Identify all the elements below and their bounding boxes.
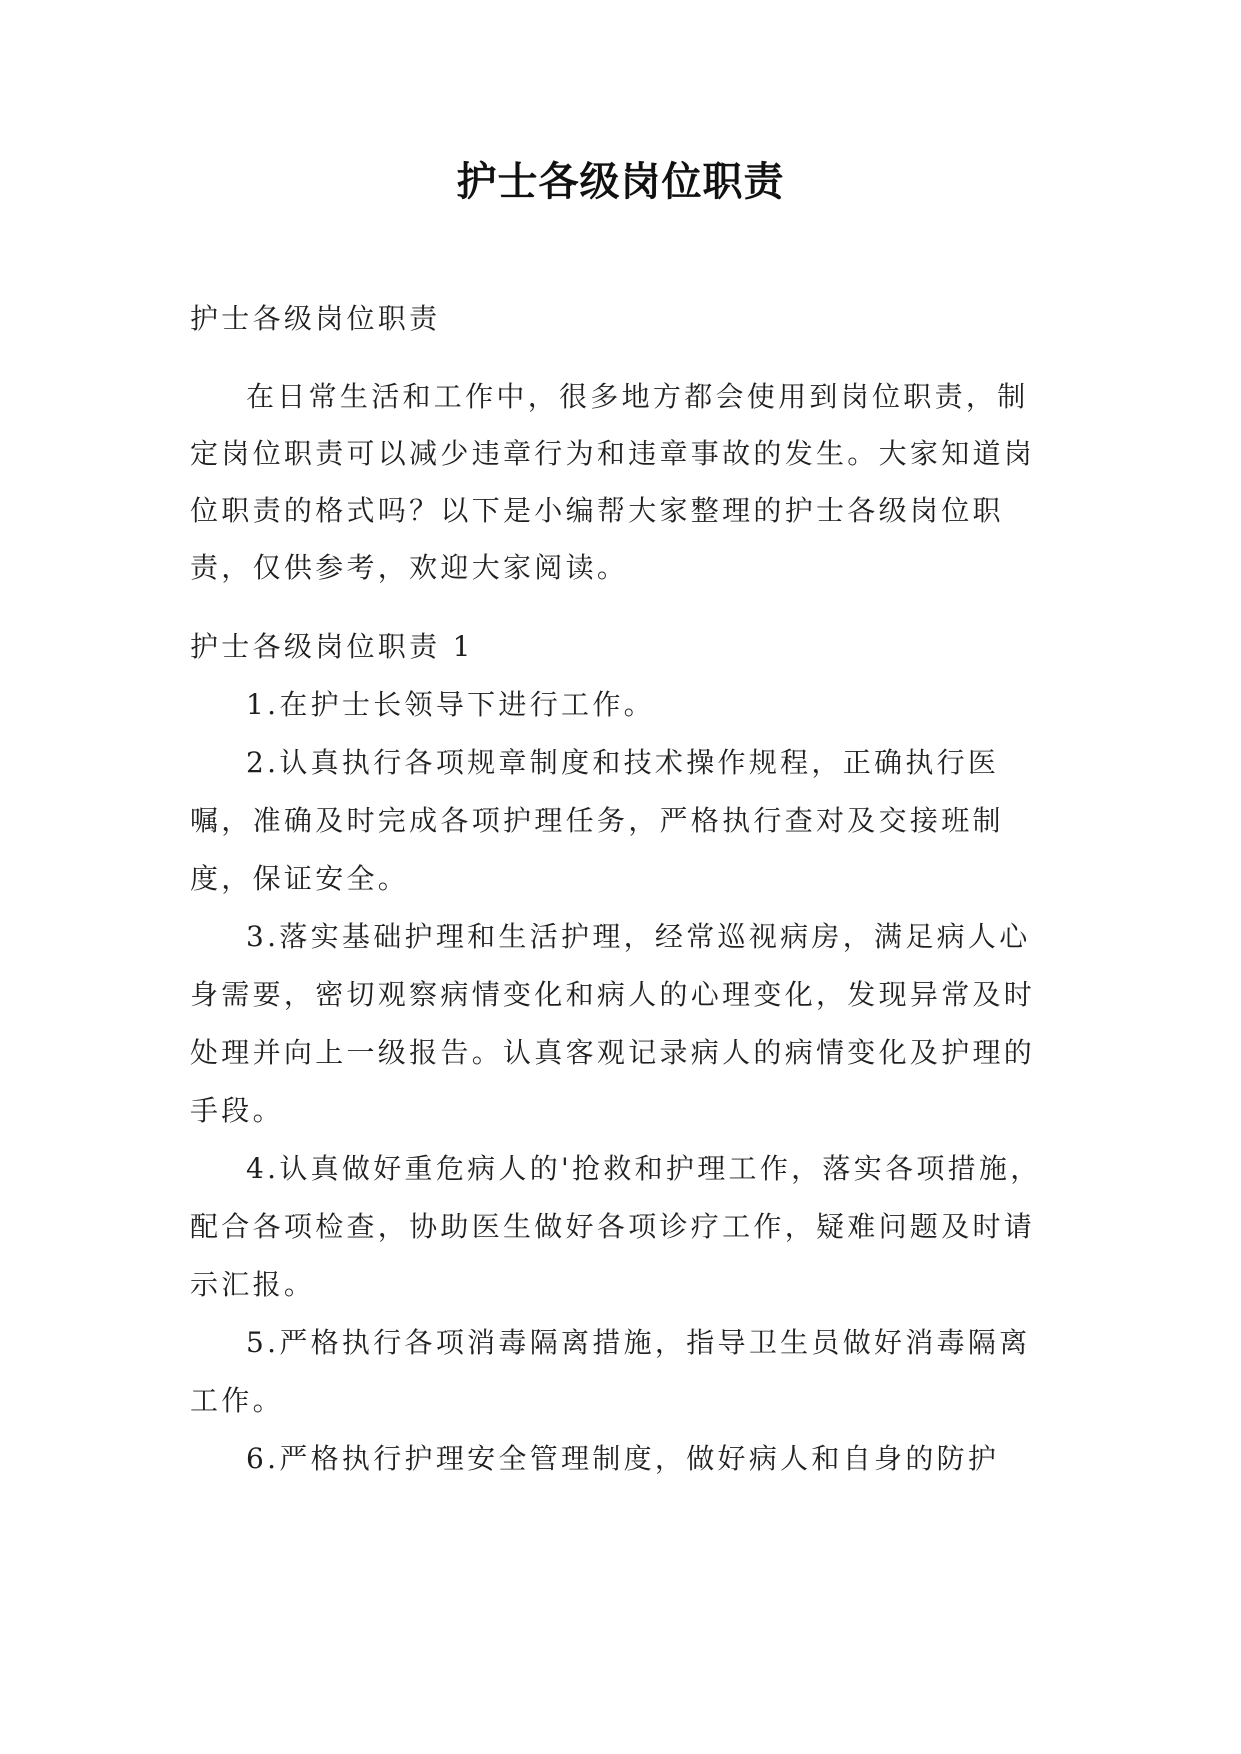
document-title: 护士各级岗位职责 [456, 159, 785, 205]
intro-block [190, 368, 1052, 596]
list-item: 3.落实基础护理和生活护理，经常巡视病房，满足病人心身需要，密切观察病情变化和病人的心理变化，发现异常及时处理并向上一级报告。认真客观记录病人的病情变化及护理的手段。 [190, 920, 1036, 1127]
document-subtitle: 护士各级岗位职责 [190, 302, 441, 335]
list-item: 2.认真执行各项规章制度和技术操作规程，正确执行医嘱，准确及时完成各项护理任务，严格执行查对及交接班制度，保证安全。 [190, 746, 1004, 895]
list-item: 1.在护士长领导下进行工作。 [246, 688, 655, 721]
list-item: 4.认真做好重危病人的'抢救和护理工作，落实各项措施，配合各项检查，协助医生做好各项诊疗工作，疑难问题及时请示汇报。 [190, 1152, 1042, 1301]
section-block [190, 618, 1052, 1488]
list-item: 5.严格执行各项消毒隔离措施，指导卫生员做好消毒隔离工作。 [190, 1326, 1031, 1417]
intro-paragraph: 在日常生活和工作中，很多地方都会使用到岗位职责，制定岗位职责可以减少违章行为和违章事故的发生。大家知道岗位职责的格式吗？以下是小编帮大家整理的护士各级岗位职责，仅供参考，欢迎大家阅读。 [190, 380, 1036, 584]
section-heading: 护士各级岗位职责 1 [190, 630, 474, 663]
list-item: 6.严格执行护理安全管理制度，做好病人和自身的防护 [246, 1442, 1000, 1475]
